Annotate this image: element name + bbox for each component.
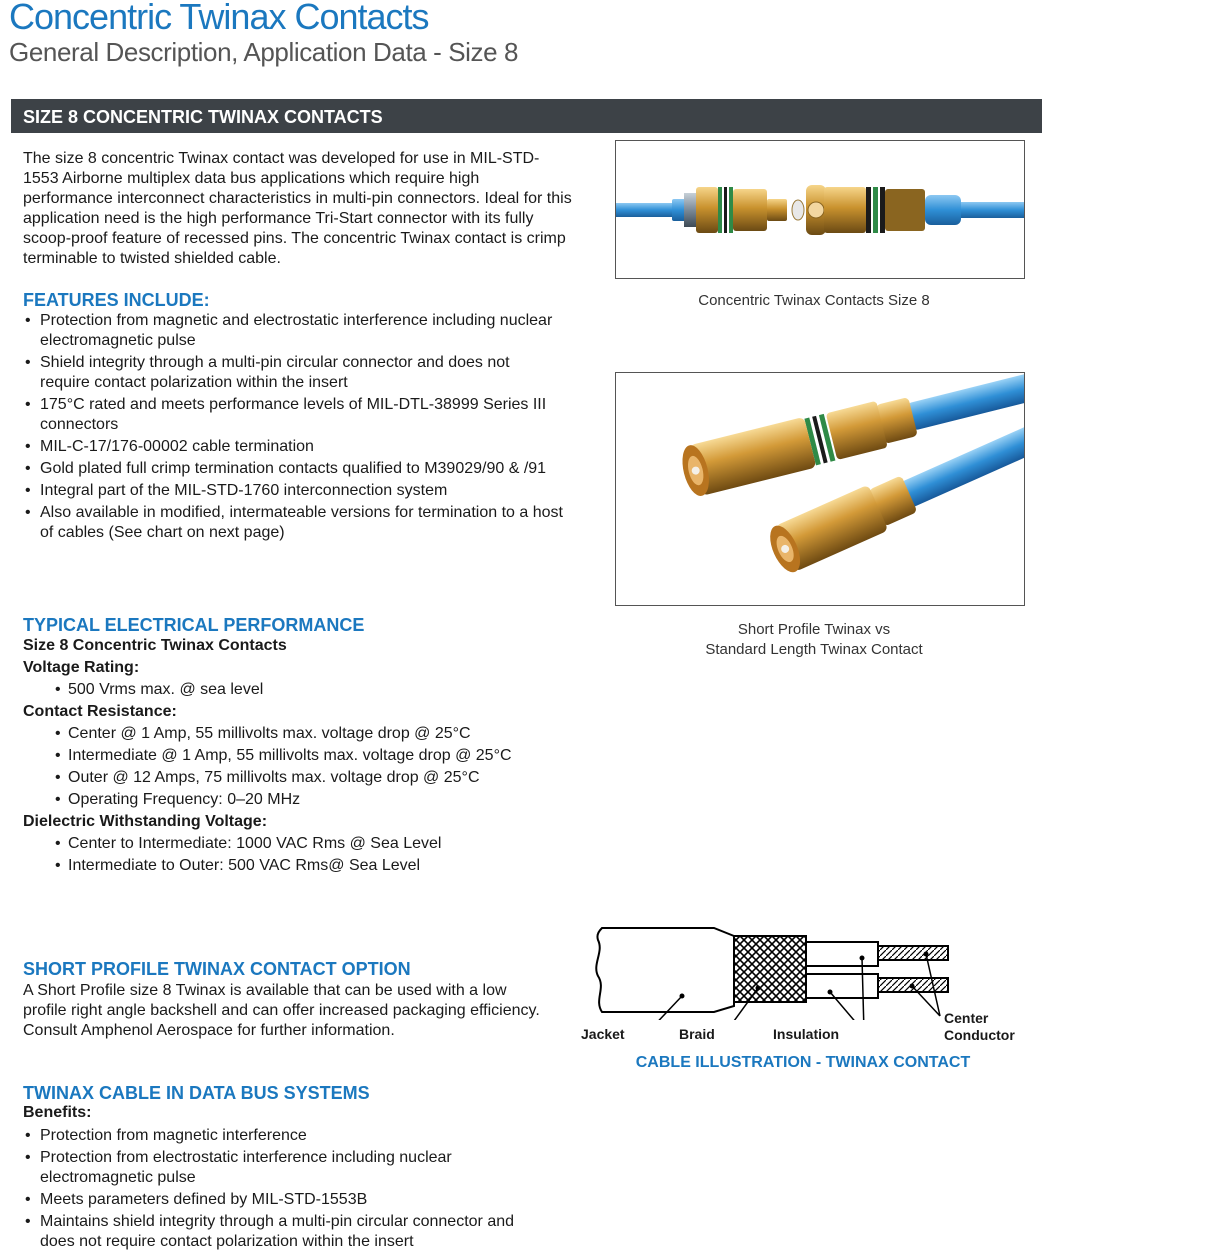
intro-paragraph: The size 8 concentric Twinax contact was developed for use in MIL-STD-1553 Airborne multiplex data bus applications which require high performance interconnect characteristics in multi-pin connectors. Ideal for this application need is the high performance Tri-Start connector with its fully scoop-proof feature of recessed pins. The concentric Twinax contact is crimp terminable to twisted shielded cable. bbox=[23, 150, 572, 267]
center-label: Center bbox=[944, 1010, 989, 1026]
list-item: • Outer @ 12 Amps, 75 millivolts max. voltage drop @ 25°C bbox=[55, 768, 512, 788]
data-bus-heading: TWINAX CABLE IN DATA BUS SYSTEMS bbox=[23, 1083, 370, 1103]
list-item: • Protection from electrostatic interference including nuclear electromagnetic pulse bbox=[23, 1148, 523, 1188]
contact-resistance-label: Contact Resistance: bbox=[23, 703, 177, 720]
page-title: Concentric Twinax Contacts bbox=[9, 0, 429, 37]
page-subtitle: General Description, Application Data - Size 8 bbox=[9, 37, 519, 67]
braid-label: Braid bbox=[679, 1026, 715, 1042]
list-item: • Also available in modified, intermateable versions for termination to a host of cables (See chart on next page) bbox=[23, 503, 563, 543]
dielectric-label: Dielectric Withstanding Voltage: bbox=[23, 813, 268, 830]
insulation-label: Insulation bbox=[773, 1026, 840, 1042]
list-item: • Shield integrity through a multi-pin circular connector and does not require contact polarization within the insert bbox=[23, 353, 563, 393]
cable-illustration-caption: CABLE ILLUSTRATION - TWINAX CONTACT bbox=[635, 1054, 971, 1071]
list-item: • Maintains shield integrity through a multi-pin circular connector and does not require contact polarization within the insert bbox=[23, 1212, 523, 1252]
short-profile-paragraph: A Short Profile size 8 Twinax is available that can be used with a low profile right angle backshell and can offer increased packaging efficiency. Consult Amphenol Aerospace for further information. bbox=[23, 982, 540, 1039]
list-item: • Intermediate @ 1 Amp, 55 millivolts max. voltage drop @ 25°C bbox=[55, 746, 512, 766]
contact-resistance-list bbox=[55, 724, 512, 812]
list-item: • Center @ 1 Amp, 55 millivolts max. voltage drop @ 25°C bbox=[55, 724, 512, 744]
voltage-rating-list bbox=[55, 680, 263, 702]
list-item: • Protection from magnetic interference bbox=[23, 1126, 523, 1146]
short-profile-photo bbox=[615, 372, 1025, 606]
list-item: • Meets parameters defined by MIL-STD-1553B bbox=[23, 1190, 523, 1210]
twinax-contacts-photo bbox=[615, 140, 1025, 279]
photo2-caption-line2: Standard Length Twinax Contact bbox=[705, 641, 923, 658]
voltage-rating-label: Voltage Rating: bbox=[23, 659, 140, 676]
contacts-pair-illustration bbox=[616, 141, 1024, 278]
list-item: • Center to Intermediate: 1000 VAC Rms @ Sea Level bbox=[55, 834, 441, 854]
benefits-label: Benefits: bbox=[23, 1104, 92, 1121]
list-item: • Intermediate to Outer: 500 VAC Rms@ Sea Level bbox=[55, 856, 441, 876]
dielectric-list bbox=[55, 834, 441, 878]
list-item: • Gold plated full crimp termination contacts qualified to M39029/90 & /91 bbox=[23, 459, 563, 479]
list-item: • 175°C rated and meets performance levels of MIL-DTL-38999 Series III connectors bbox=[23, 395, 563, 435]
photo1-caption: Concentric Twinax Contacts Size 8 bbox=[698, 292, 930, 309]
jacket-label: Jacket bbox=[581, 1026, 625, 1042]
list-item: • Operating Frequency: 0–20 MHz bbox=[55, 790, 512, 810]
features-list bbox=[23, 311, 563, 545]
short-profile-heading: SHORT PROFILE TWINAX CONTACT OPTION bbox=[23, 959, 411, 979]
electrical-heading: TYPICAL ELECTRICAL PERFORMANCE bbox=[23, 615, 365, 635]
features-heading: FEATURES INCLUDE: bbox=[23, 290, 210, 310]
benefits-list bbox=[23, 1126, 523, 1254]
list-item: • Protection from magnetic and electrostatic interference including nuclear electromagnetic pulse bbox=[23, 311, 563, 351]
cable-illustration bbox=[580, 920, 1020, 1020]
list-item: • 500 Vrms max. @ sea level bbox=[55, 680, 263, 700]
electrical-subheading: Size 8 Concentric Twinax Contacts bbox=[23, 637, 287, 654]
short-vs-standard-illustration bbox=[616, 373, 1024, 605]
conductor-label: Conductor bbox=[944, 1027, 1015, 1043]
photo2-caption-line1: Short Profile Twinax vs bbox=[737, 621, 891, 638]
section-banner: SIZE 8 CONCENTRIC TWINAX CONTACTS bbox=[11, 99, 1042, 133]
list-item: • Integral part of the MIL-STD-1760 interconnection system bbox=[23, 481, 563, 501]
list-item: • MIL-C-17/176-00002 cable termination bbox=[23, 437, 563, 457]
